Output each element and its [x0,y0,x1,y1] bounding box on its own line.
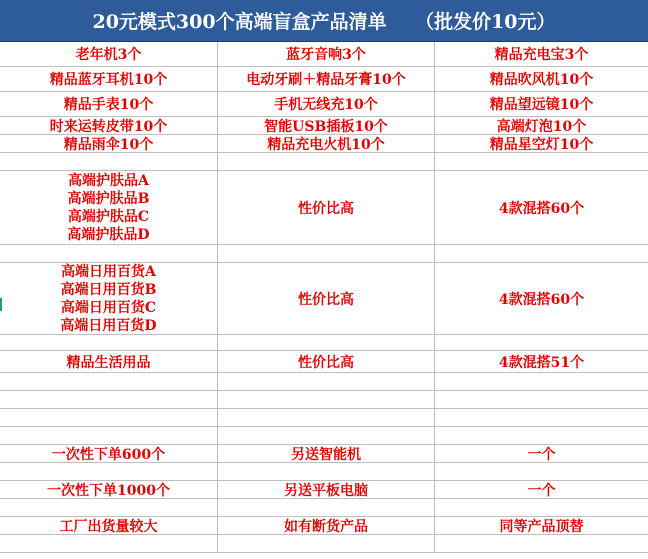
cell[interactable]: 精品生活用品 [0,351,218,372]
cell[interactable] [0,535,218,552]
empty-row [0,153,648,171]
cell[interactable]: 性价比高 [218,351,435,372]
cell[interactable] [0,463,218,480]
cell[interactable] [435,391,648,408]
empty-row [0,409,648,427]
cell[interactable]: 同等产品顶替 [499,518,584,534]
table-row [0,117,648,135]
group-items-cell[interactable] [0,171,218,244]
cell[interactable]: 精品手表10个 [0,92,218,116]
sheet-title[interactable]: 20元模式300个高端盲盒产品清单 （批发价10元） [0,0,648,42]
empty-row [0,463,648,481]
cell[interactable] [435,335,648,350]
cell[interactable] [218,153,435,170]
table-row [0,135,648,153]
cell[interactable]: 精品吹风机10个 [489,72,594,88]
cell[interactable]: 精品雨伞10个 [0,135,218,152]
empty-row [0,499,648,517]
empty-row [0,245,648,263]
cell[interactable] [218,463,435,480]
empty-row [0,335,648,351]
cell[interactable] [435,373,648,390]
cell[interactable]: 一次性下单600个 [0,445,218,462]
cell[interactable] [0,499,218,516]
cell[interactable] [0,245,218,262]
cell[interactable]: 一次性下单1000个 [0,481,218,498]
cell[interactable] [435,245,648,262]
table-row [0,481,648,499]
cell[interactable]: 性价比高 [218,263,435,334]
empty-row [0,535,648,553]
cell[interactable]: 老年机3个 [0,42,218,66]
group-item: 高端护肤品C [67,208,150,225]
cell[interactable] [218,409,435,426]
empty-row [0,373,648,391]
cell[interactable] [0,335,218,350]
group-item: 高端日用百货B [60,281,157,298]
cell[interactable] [0,373,218,390]
cell[interactable] [218,499,435,516]
cell[interactable] [435,463,648,480]
cell[interactable]: 一个 [527,482,556,498]
cell[interactable] [0,391,218,408]
cell[interactable]: 性价比高 [218,171,435,244]
group-item: 高端护肤品D [67,226,150,243]
group-items-cell[interactable] [0,263,218,334]
selection-marker [0,298,2,311]
cell[interactable]: 一个 [527,446,556,462]
product-table [0,42,648,553]
empty-row [0,427,648,445]
cell[interactable]: 精品充电火机10个 [218,135,435,152]
table-row-group [0,171,648,245]
group-item: 高端护肤品B [67,190,150,207]
cell[interactable] [435,427,648,444]
table-row [0,351,648,373]
cell[interactable]: 精品望远镜10个 [489,97,594,113]
table-row [0,445,648,463]
cell[interactable] [0,409,218,426]
cell[interactable] [435,409,648,426]
cell[interactable] [435,535,648,552]
cell[interactable] [0,153,218,170]
table-row [0,42,648,67]
table-row [0,67,648,92]
group-item: 高端护肤品A [68,172,149,189]
cell[interactable]: 工厂出货量较大 [0,517,218,534]
cell[interactable]: 时来运转皮带10个 [0,117,218,134]
cell[interactable] [435,499,648,516]
cell[interactable] [218,245,435,262]
table-row [0,517,648,535]
cell[interactable]: 电动牙刷＋精品牙膏10个 [218,67,435,91]
cell[interactable]: 精品充电宝3个 [494,47,589,63]
cell[interactable]: 如有断货产品 [218,517,435,534]
cell[interactable]: 高端灯泡10个 [496,118,587,134]
cell[interactable]: 4款混搭51个 [498,354,585,371]
cell[interactable]: 另送平板电脑 [218,481,435,498]
cell[interactable] [218,427,435,444]
cell[interactable] [218,335,435,350]
cell[interactable]: 蓝牙音响3个 [218,42,435,66]
table-row [0,92,648,117]
cell[interactable]: 4款混搭60个 [498,291,585,308]
cell[interactable]: 另送智能机 [218,445,435,462]
group-item: 高端日用百货C [60,299,157,316]
cell[interactable] [218,373,435,390]
cell[interactable] [435,153,648,170]
cell[interactable]: 手机无线充10个 [218,92,435,116]
group-item: 高端日用百货D [60,317,157,334]
cell[interactable]: 精品星空灯10个 [489,136,594,152]
cell[interactable]: 4款混搭60个 [498,200,585,217]
cell[interactable] [218,391,435,408]
cell[interactable] [218,535,435,552]
cell[interactable]: 精品蓝牙耳机10个 [0,67,218,91]
table-row-group [0,263,648,335]
empty-row [0,391,648,409]
group-item: 高端日用百货A [61,263,156,280]
cell[interactable] [0,427,218,444]
cell[interactable]: 智能USB插板10个 [218,117,435,134]
